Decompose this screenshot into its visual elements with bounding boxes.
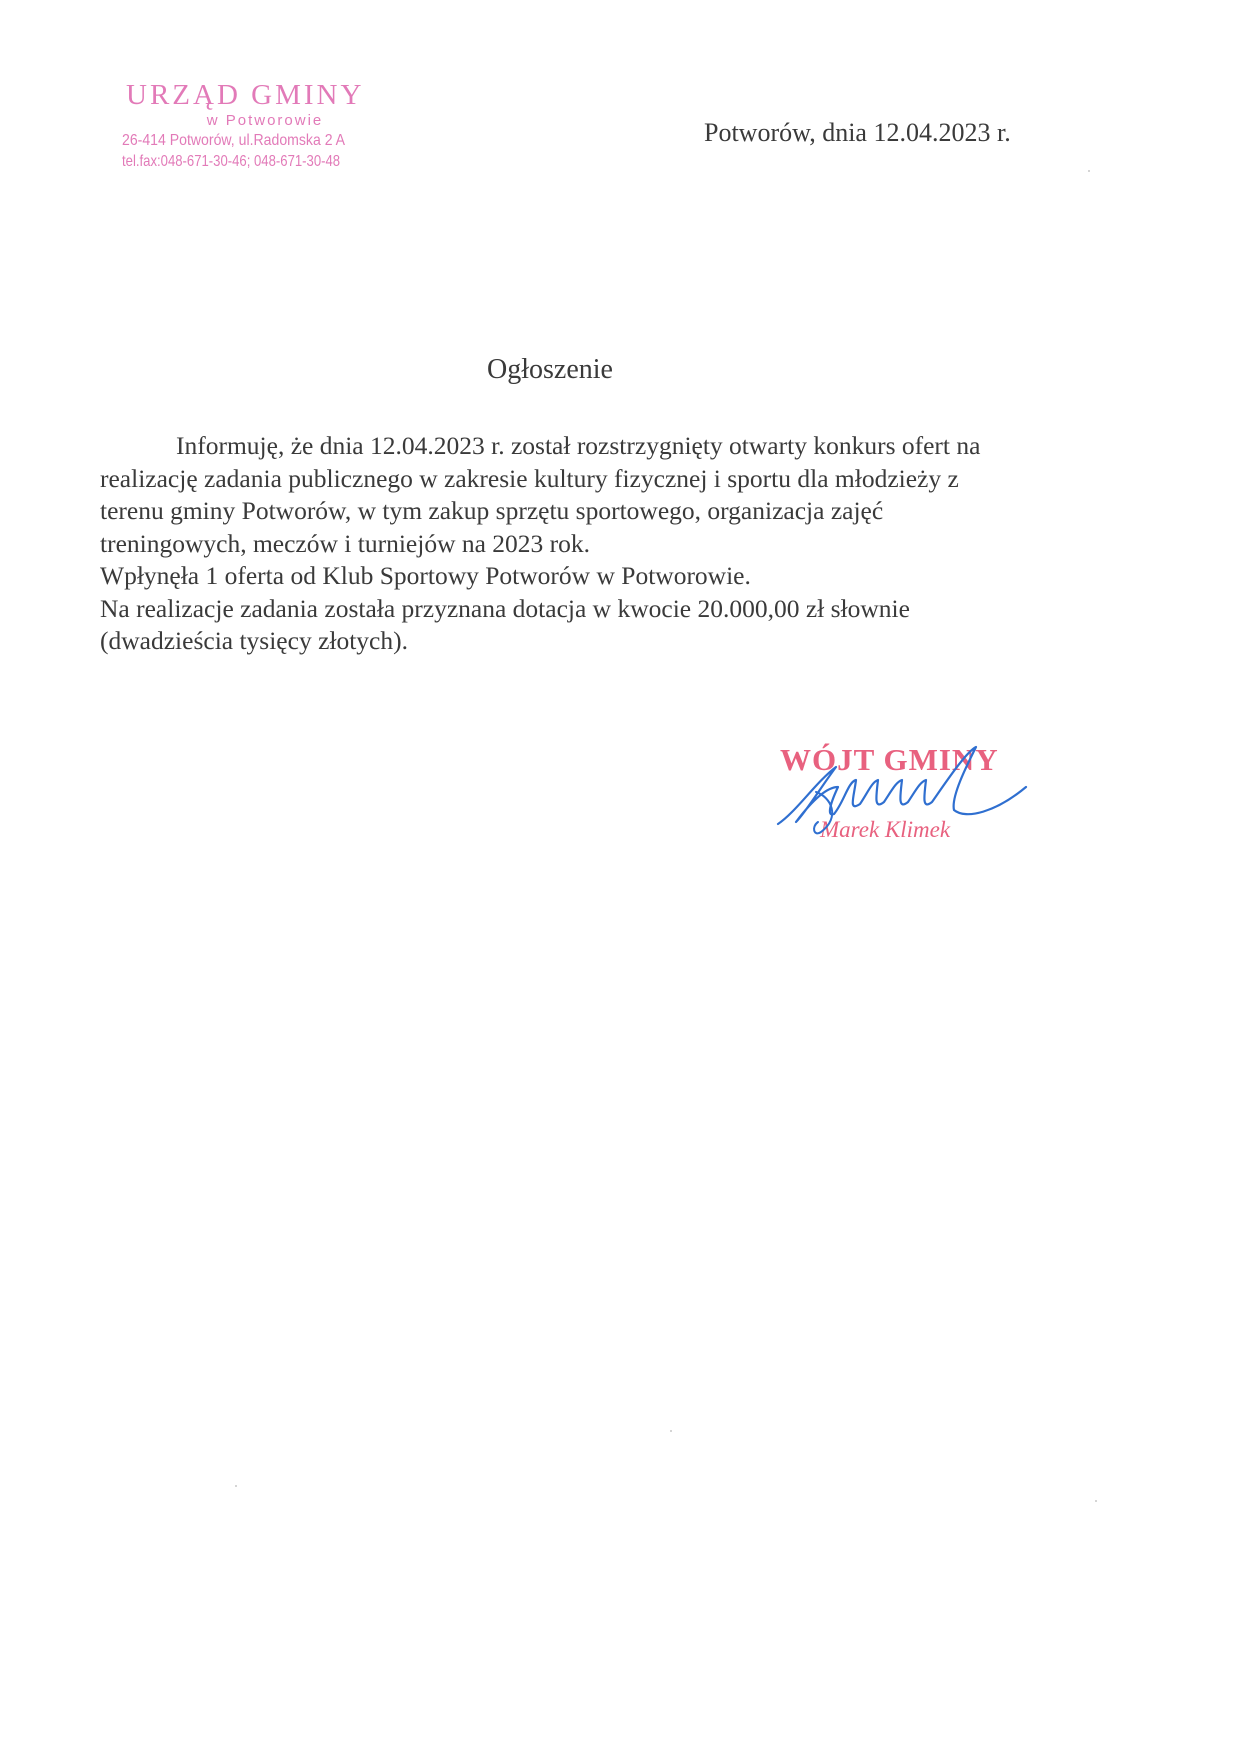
scan-speck [235, 1485, 237, 1487]
scan-speck [1095, 1500, 1097, 1502]
office-stamp [118, 78, 418, 172]
stamp-subtitle: w Potworowie [206, 112, 324, 129]
signature-block [776, 742, 1076, 862]
signature-stamp-title: WÓJT GMINY [780, 742, 999, 777]
body-line: Na realizacje zadania została przyznana dotacja w kwocie 20.000,00 zł słownie [100, 593, 910, 623]
body-line: Informuję, że dnia 12.04.2023 r. został rozstrzygnięty otwarty konkurs ofert na [176, 431, 981, 460]
stamp-address: 26-414 Potworów, ul.Radomska 2 A [122, 132, 346, 149]
body-line: (dwadzieścia tysięcy złotych). [100, 626, 408, 655]
body-line: terenu gminy Potworów, w tym zakup sprzętu sportowego, organizacja zajęć [100, 496, 884, 525]
signature-stamp-name: Marek Klimek [820, 817, 951, 842]
announcement-body [100, 430, 1110, 658]
body-line: realizację zadania publicznego w zakresie kultury fizycznej i sportu dla młodzieży z [100, 463, 959, 493]
stamp-title: URZĄD GMINY [126, 79, 365, 111]
stamp-phone: tel.fax:048-671-30-46; 048-671-30-48 [122, 153, 341, 170]
handwritten-signature-icon [776, 742, 1076, 862]
date-line: Potworów, dnia 12.04.2023 r. [704, 118, 1011, 147]
body-line: treningowych, meczów i turniejów na 2023 rok. [100, 528, 591, 558]
body-line: Wpłynęła 1 oferta od Klub Sportowy Potworów w Potworowie. [100, 561, 751, 590]
scan-speck [1088, 170, 1090, 172]
scan-speck [670, 1430, 672, 1432]
document-heading: Ogłoszenie [487, 354, 613, 385]
